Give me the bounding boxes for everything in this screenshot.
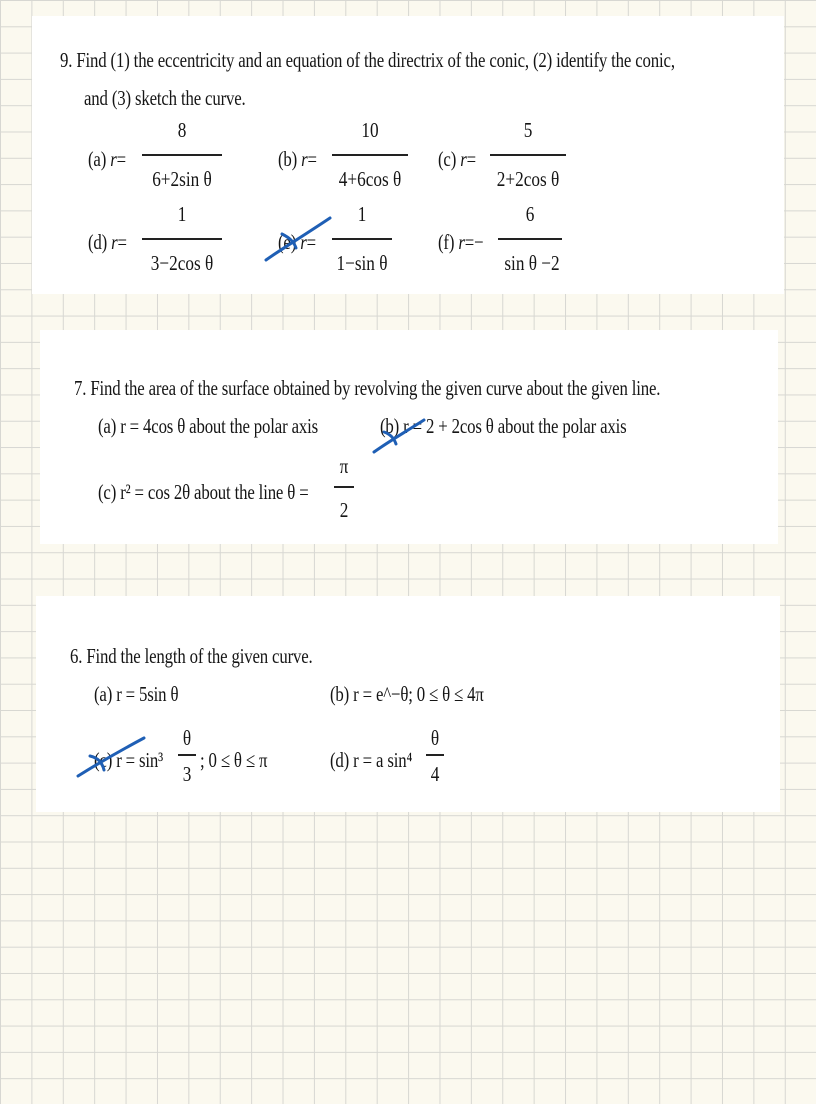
problem-9-statement-line1: 9. Find (1) the eccentricity and an equation of the directrix of the conic, (2) identify the conic, <box>60 48 675 72</box>
problem-6-card <box>36 596 780 812</box>
problem-9f-label: (f) r=− <box>438 230 484 254</box>
problem-6c: (c) r = sin³ <box>94 748 164 772</box>
problem-7c-denominator: 2 <box>339 498 349 522</box>
problem-9f-numerator: 6 <box>525 202 535 226</box>
problem-6a: (a) r = 5sin θ <box>94 682 179 706</box>
problem-9-card <box>32 16 784 294</box>
problem-7-statement: 7. Find the area of the surface obtained by revolving the given curve about the given line. <box>74 376 661 400</box>
problem-9a-label: (a) r= <box>88 147 126 171</box>
problem-6c-fraction-bar <box>178 754 196 756</box>
problem-7c: (c) r² = cos 2θ about the line θ = <box>98 480 309 504</box>
problem-9f-denominator: sin θ −2 <box>504 251 560 275</box>
problem-9e-label: (e) r= <box>278 230 316 254</box>
problem-9b-fraction-bar <box>332 154 408 156</box>
problem-9d-label: (d) r= <box>88 230 127 254</box>
problem-9a-fraction-bar <box>142 154 222 156</box>
problem-6d-fraction-bar <box>426 754 444 756</box>
problem-7-card <box>40 330 778 544</box>
problem-6d-denominator: 4 <box>430 762 440 786</box>
problem-9d-fraction-bar <box>142 238 222 240</box>
problem-9e-numerator: 1 <box>357 202 367 226</box>
problem-6c-denominator: 3 <box>182 762 192 786</box>
problem-9-statement-line2: and (3) sketch the curve. <box>84 86 246 110</box>
problem-6d: (d) r = a sin⁴ <box>330 748 413 772</box>
problem-9e-denominator: 1−sin θ <box>336 251 388 275</box>
problem-9c-label: (c) r= <box>438 147 476 171</box>
problem-7b: (b) r = 2 + 2cos θ about the polar axis <box>380 414 627 438</box>
problem-7a: (a) r = 4cos θ about the polar axis <box>98 414 318 438</box>
problem-9c-numerator: 5 <box>523 118 533 142</box>
problem-9c-fraction-bar <box>490 154 566 156</box>
problem-9b-numerator: 10 <box>361 118 379 142</box>
problem-6-statement: 6. Find the length of the given curve. <box>70 644 313 668</box>
problem-9a-denominator: 6+2sin θ <box>152 167 212 191</box>
problem-9c-denominator: 2+2cos θ <box>496 167 560 191</box>
problem-9e-fraction-bar <box>332 238 392 240</box>
problem-9b-label: (b) r= <box>278 147 317 171</box>
problem-6c-numerator: θ <box>182 726 192 750</box>
problem-9b-denominator: 4+6cos θ <box>338 167 402 191</box>
problem-9f-fraction-bar <box>498 238 562 240</box>
problem-7c-numerator: π <box>339 454 349 478</box>
problem-6c-domain: ; 0 ≤ θ ≤ π <box>200 748 268 772</box>
problem-7c-fraction-bar <box>334 486 354 488</box>
problem-9d-numerator: 1 <box>177 202 187 226</box>
problem-9a-numerator: 8 <box>177 118 187 142</box>
problem-6d-numerator: θ <box>430 726 440 750</box>
problem-6b: (b) r = e^−θ; 0 ≤ θ ≤ 4π <box>330 682 484 706</box>
problem-9d-denominator: 3−2cos θ <box>150 251 214 275</box>
